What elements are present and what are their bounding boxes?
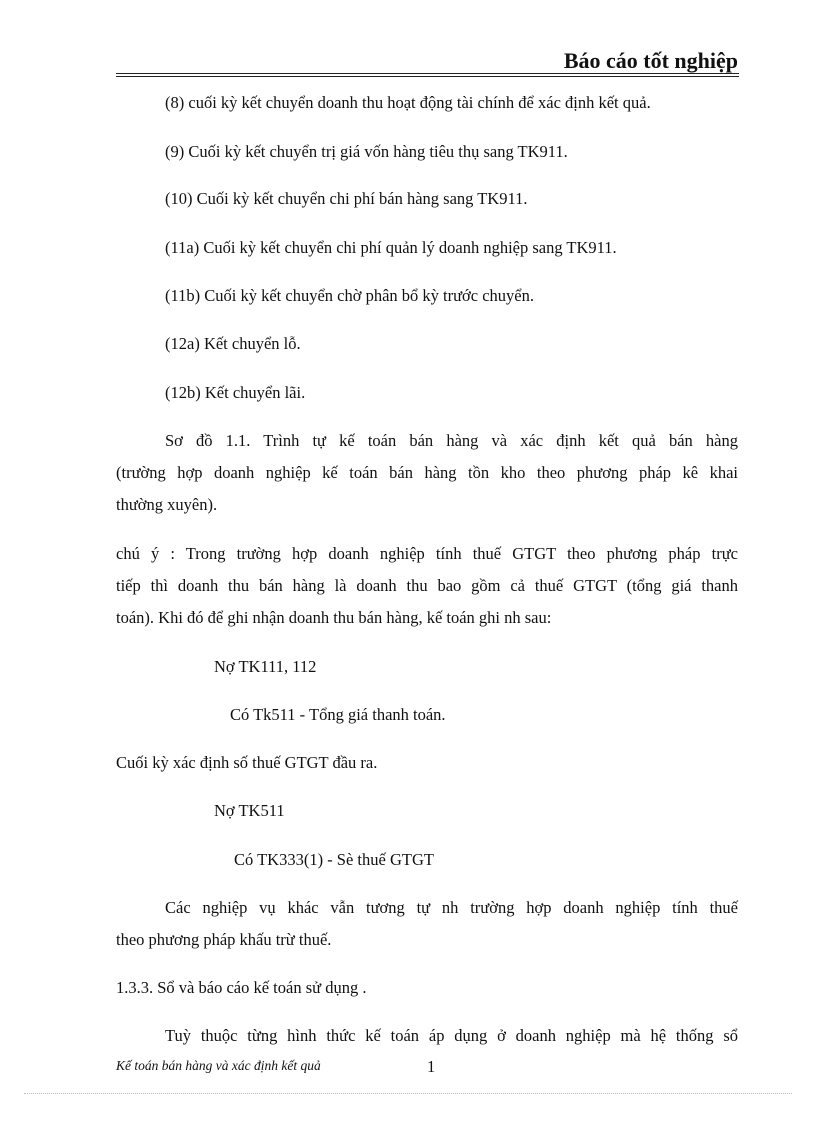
entry1-credit: Có Tk511 - Tổng giá thanh toán. [230, 705, 446, 724]
header-rule-top [116, 73, 739, 74]
list-item-11b: (11b) Cuối kỳ kết chuyển chờ phân bổ kỳ trước chuyển. [165, 286, 534, 305]
note-line-3: toán). Khi đó để ghi nhận doanh thu bán hàng, kế toán ghi nh sau: [116, 608, 552, 627]
entry2-credit: Có TK333(1) - Sè thuế GTGT [234, 850, 434, 869]
list-item-9: (9) Cuối kỳ kết chuyển trị giá vốn hàng tiêu thụ sang TK911. [165, 142, 568, 161]
entry2-debit: Nợ TK511 [214, 801, 285, 820]
diagram-note-line-1: Sơ đồ 1.1. Trình tự kế toán bán hàng và xác định kết quả bán hàng [165, 431, 738, 450]
page-number: 1 [427, 1057, 436, 1076]
diagram-note-line-3: thường xuyên). [116, 495, 218, 514]
page-bottom-dotted-rule [24, 1093, 792, 1094]
list-item-8: (8) cuối kỳ kết chuyển doanh thu hoạt động tài chính để xác định kết quả. [165, 93, 651, 112]
header-rule-bottom [116, 76, 739, 77]
header-title: Báo cáo tốt nghiệp [563, 48, 738, 73]
other-line-1: Các nghiệp vụ khác vẫn tương tự nh trường hợp doanh nghiệp tính thuế [165, 898, 738, 917]
list-item-12a: (12a) Kết chuyển lỗ. [165, 334, 301, 353]
note-line-2: tiếp thì doanh thu bán hàng là doanh thu bao gồm cả thuế GTGT (tổng giá thanh [116, 576, 738, 595]
last-paragraph-line: Tuỳ thuộc từng hình thức kế toán áp dụng ở doanh nghiệp mà hệ thống sổ [165, 1026, 738, 1045]
other-line-2: theo phương pháp khấu trừ thuế. [116, 930, 332, 949]
footer-title: Kế toán bán hàng và xác định kết quả [116, 1058, 321, 1073]
note-line-1: chú ý : Trong trường hợp doanh nghiệp tính thuế GTGT theo phương pháp trực [116, 544, 738, 563]
list-item-10: (10) Cuối kỳ kết chuyển chi phí bán hàng sang TK911. [165, 189, 528, 208]
list-item-12b: (12b) Kết chuyển lãi. [165, 383, 306, 402]
list-item-11a: (11a) Cuối kỳ kết chuyển chi phí quản lý doanh nghiệp sang TK911. [165, 238, 617, 257]
section-heading: 1.3.3. Sổ và báo cáo kế toán sử dụng . [116, 978, 367, 997]
year-end-line: Cuối kỳ xác định số thuế GTGT đầu ra. [116, 753, 378, 772]
entry1-debit: Nợ TK111, 112 [214, 657, 317, 676]
diagram-note-line-2: (trường hợp doanh nghiệp kế toán bán hàng tồn kho theo phương pháp kê khai [116, 463, 738, 482]
